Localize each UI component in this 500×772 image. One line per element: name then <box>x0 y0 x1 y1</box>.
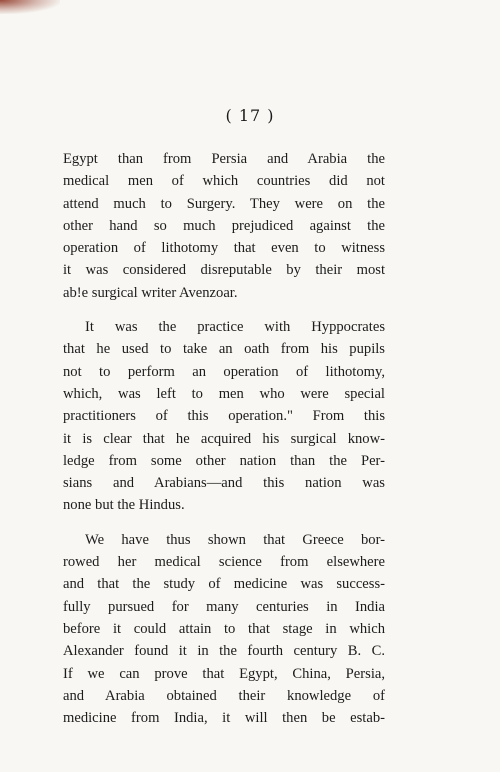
text-line: If we can prove that Egypt, China, Persia, <box>63 665 385 682</box>
paragraph-1 <box>63 148 385 304</box>
text-line: We have thus shown that Greece bor- <box>85 531 385 548</box>
text-line: ledge from some other nation than the Per- <box>63 452 385 469</box>
text-line: and Arabia obtained their knowledge of <box>63 687 385 704</box>
body-text <box>63 148 385 741</box>
text-line: Egypt than from Persia and Arabia the <box>63 151 385 167</box>
text-line: not to perform an operation of lithotomy, <box>63 363 385 380</box>
paragraph-3 <box>63 529 385 730</box>
text-line: it was considered disreputable by their most <box>63 262 385 279</box>
text-line: medicine from India, it will then be estab- <box>63 710 385 727</box>
text-line: rowed her medical science from elsewhere <box>63 554 385 571</box>
text-line: which, was left to men who were special <box>63 385 385 402</box>
text-line: none but the Hindus. <box>63 497 185 514</box>
page-number: ( 17 ) <box>225 106 275 125</box>
text-line: before it could attain to that stage in which <box>63 620 385 637</box>
text-line: sians and Arabians—and this nation was <box>63 475 385 492</box>
text-line: practitioners of this operation." From this <box>63 408 385 425</box>
text-line: Alexander found it in the fourth century B. C. <box>63 643 385 660</box>
text-line: It was the practice with Hyppocrates <box>85 319 385 336</box>
text-line: and that the study of medicine was success- <box>63 576 385 593</box>
paragraph-2 <box>63 316 385 517</box>
text-line: it is clear that he acquired his surgical know- <box>63 430 385 447</box>
text-line: ab!e surgical writer Avenzoar. <box>63 284 238 301</box>
page-corner-stain <box>0 0 60 14</box>
text-line: that he used to take an oath from his pupils <box>63 341 385 358</box>
text-line: medical men of which countries did not <box>63 173 385 190</box>
text-line: other hand so much prejudiced against the <box>63 217 385 234</box>
text-line: operation of lithotomy that even to witness <box>63 240 385 257</box>
text-line: attend much to Surgery. They were on the <box>63 195 385 212</box>
text-line: fully pursued for many centuries in India <box>63 598 385 615</box>
